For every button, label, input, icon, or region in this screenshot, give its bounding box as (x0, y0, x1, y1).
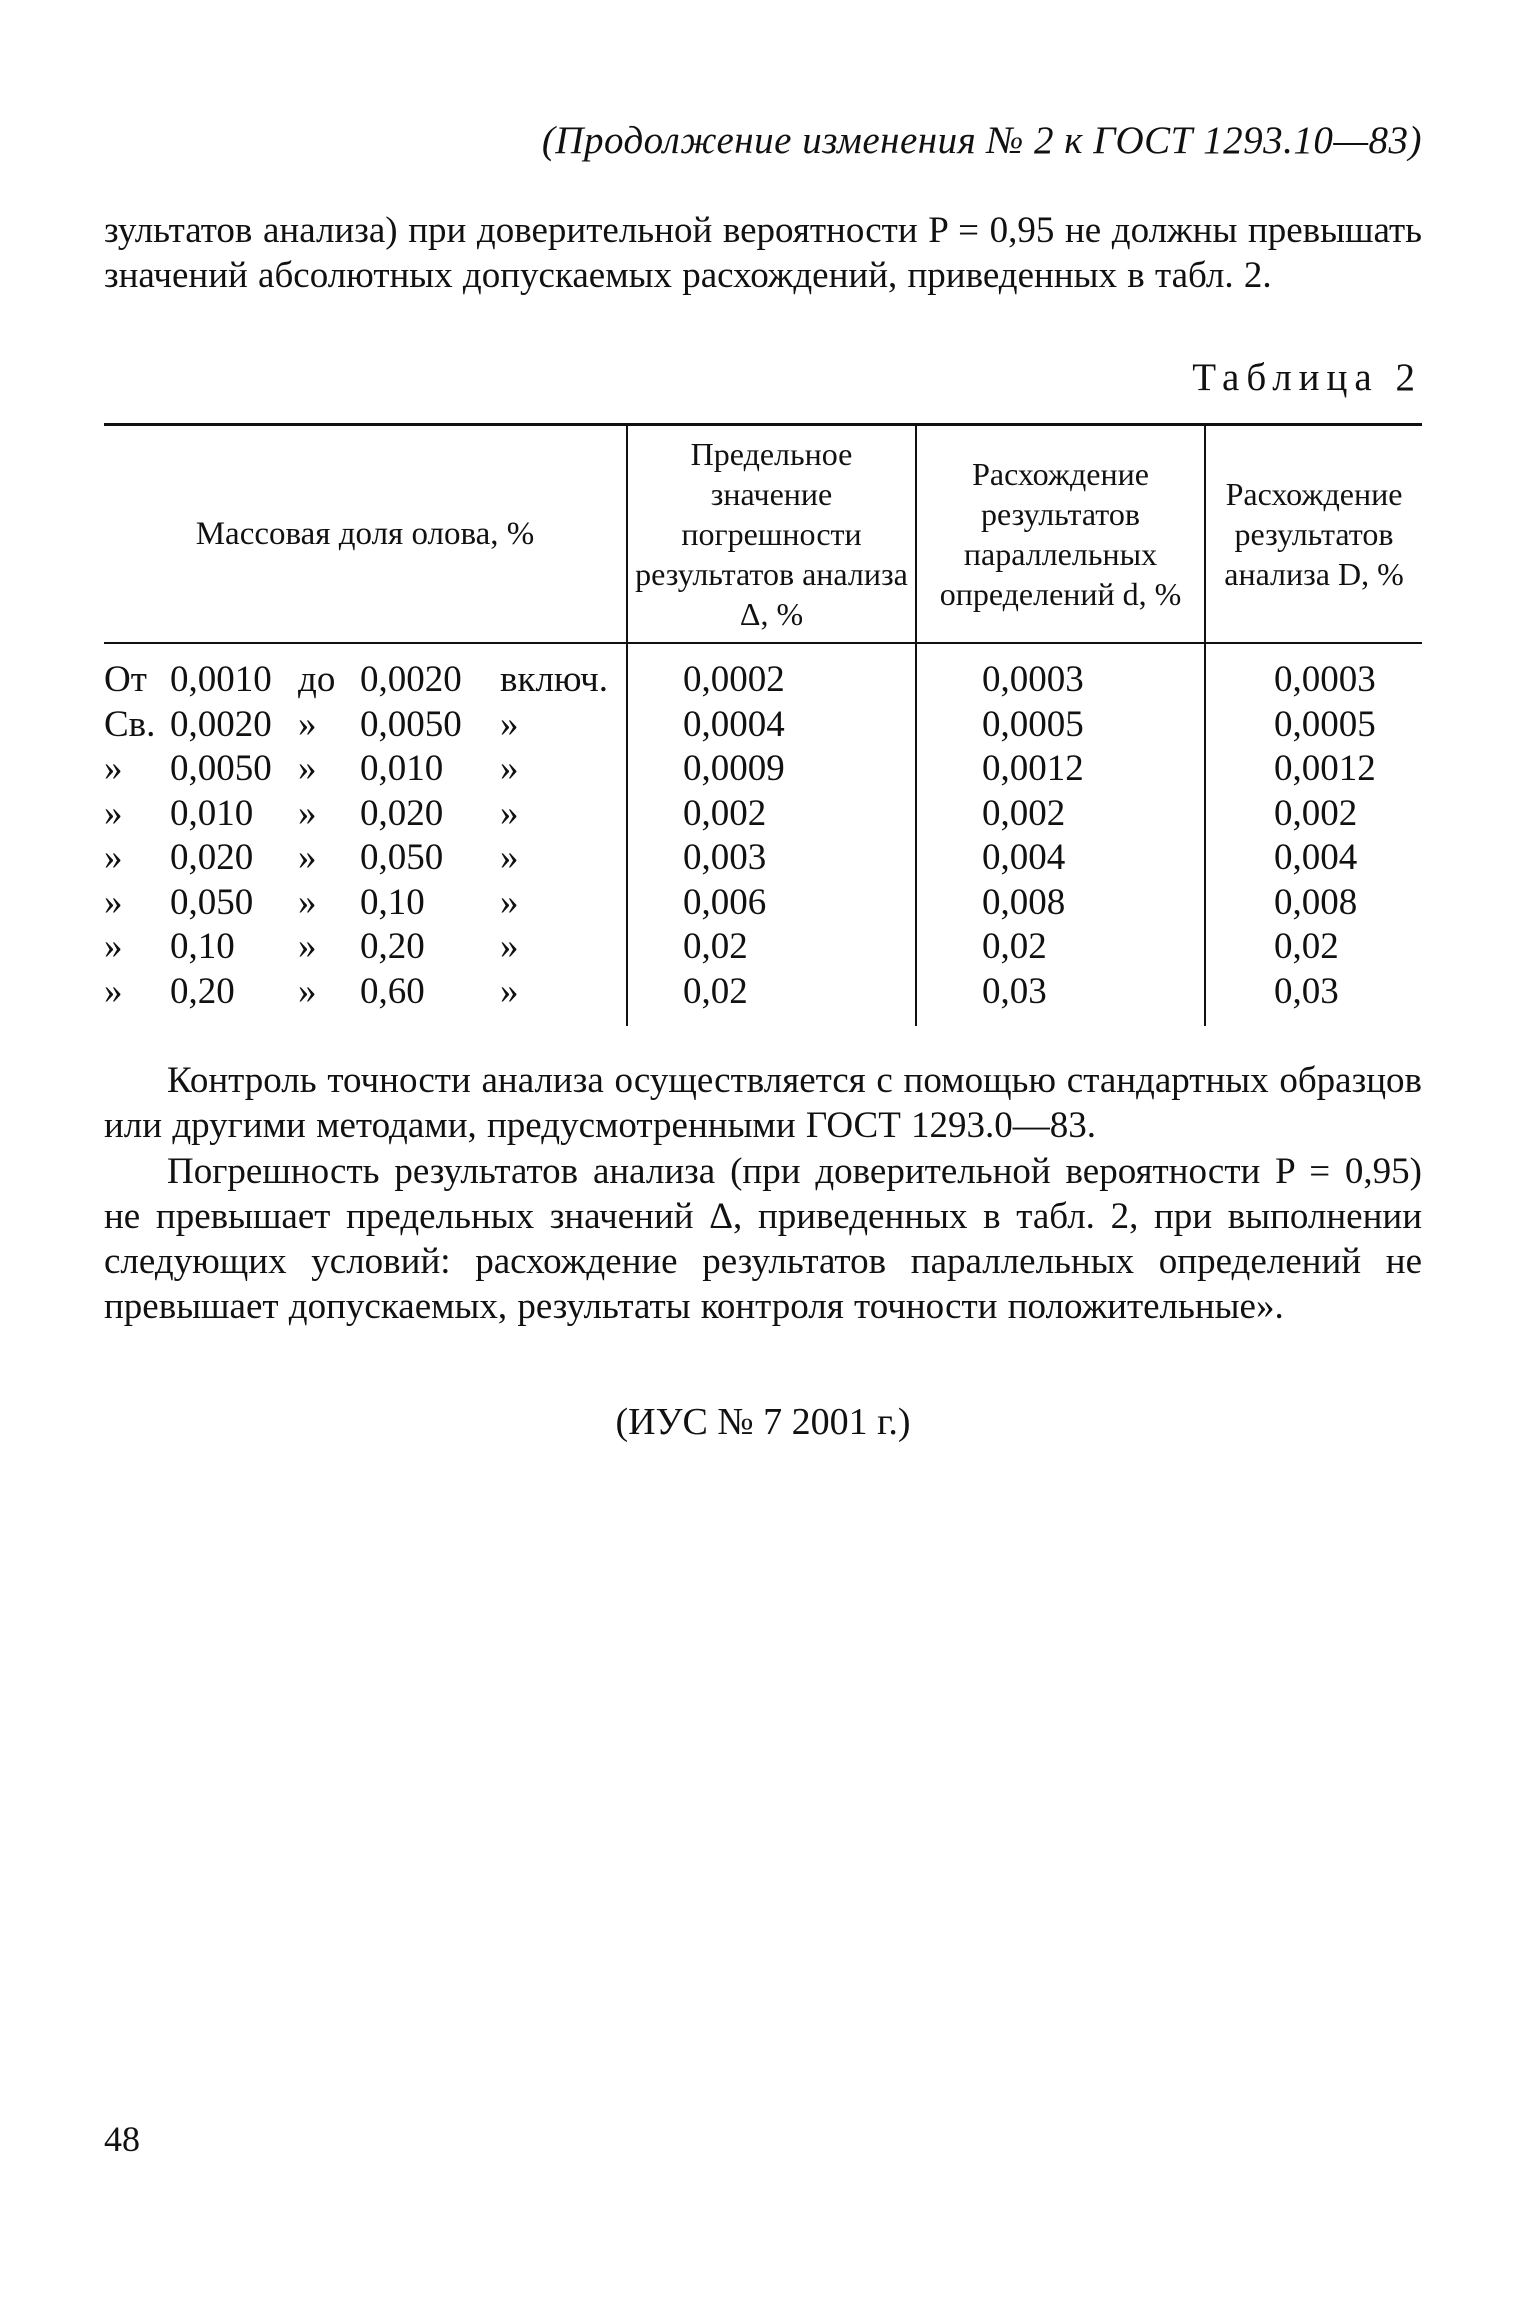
running-head: (Продолжение изменения № 2 к ГОСТ 1293.10—83) (541, 119, 1422, 162)
source-reference: (ИУС № 7 2001 г.) (615, 1401, 911, 1443)
range-from: 0,20 (170, 970, 235, 1012)
range-to: 0,020 (360, 792, 444, 834)
page-number: 48 (104, 2119, 140, 2159)
table-row (104, 747, 1422, 792)
range-wrap (104, 881, 626, 926)
cell-range (104, 881, 627, 926)
header-error-limit: Предельное значение погрешности результатов анализа Δ, % (627, 425, 916, 644)
cell-error-limit: 0,003 (627, 836, 916, 881)
range-prefix: » (104, 837, 123, 878)
range-wrap (104, 747, 626, 792)
cell-range (104, 643, 627, 703)
range-from: 0,050 (170, 881, 254, 923)
range-to: 0,050 (360, 837, 444, 878)
cell-analysis-discrepancy: 0,004 (1205, 836, 1422, 881)
table-row (104, 970, 1422, 1027)
header-analysis-discrepancy: Расхождение результатов анализа D, % (1205, 425, 1422, 644)
range-suffix: » (500, 792, 519, 834)
cell-range (104, 836, 627, 881)
table-container (104, 423, 1422, 1026)
range-prefix: » (104, 926, 123, 967)
range-suffix: » (500, 926, 519, 967)
cell-parallel-discrepancy: 0,03 (916, 970, 1205, 1027)
cell-analysis-discrepancy: 0,03 (1205, 970, 1422, 1027)
range-to: 0,0020 (360, 659, 462, 700)
range-mid: » (298, 837, 317, 878)
range-from: 0,0010 (170, 659, 272, 700)
table-header (104, 425, 1422, 644)
header-row (104, 425, 1422, 644)
cell-parallel-discrepancy: 0,0012 (916, 747, 1205, 792)
range-mid: » (298, 792, 317, 834)
cell-error-limit: 0,0002 (627, 643, 916, 703)
cell-error-limit: 0,0004 (627, 703, 916, 748)
cell-range (104, 925, 627, 970)
range-prefix: » (104, 792, 123, 834)
range-prefix: От (104, 659, 147, 700)
cell-analysis-discrepancy: 0,008 (1205, 881, 1422, 926)
range-from: 0,0050 (170, 748, 272, 789)
range-suffix: » (500, 970, 519, 1012)
range-wrap (104, 792, 626, 837)
range-to: 0,010 (360, 748, 444, 789)
range-to: 0,20 (360, 926, 425, 967)
range-suffix: » (500, 703, 519, 745)
range-wrap (104, 836, 626, 881)
cell-parallel-discrepancy: 0,002 (916, 792, 1205, 837)
range-mid: » (298, 748, 317, 789)
range-wrap (104, 970, 626, 1015)
cell-error-limit: 0,02 (627, 970, 916, 1027)
cell-analysis-discrepancy: 0,0003 (1205, 643, 1422, 703)
range-mid: » (298, 926, 317, 967)
table-row (104, 792, 1422, 837)
error-paragraph: Погрешность результатов анализа (при доверительной вероятности P = 0,95) не превышает предельных значений Δ, приведенных в табл. 2, при выполнении следующих условий: расхождение результатов параллельных определений не превышает допускаемых, результаты контроля точности положительные». (104, 1151, 1422, 1327)
cell-range (104, 747, 627, 792)
range-wrap (104, 925, 626, 970)
intro-paragraph: зультатов анализа) при доверительной вероятности P = 0,95 не должны превышать значений абсолютных допускаемых расхождений, приведенных в табл. 2. (104, 210, 1422, 296)
range-mid: » (298, 881, 317, 923)
cell-error-limit: 0,02 (627, 925, 916, 970)
range-mid: » (298, 703, 317, 745)
cell-parallel-discrepancy: 0,02 (916, 925, 1205, 970)
cell-error-limit: 0,0009 (627, 747, 916, 792)
cell-error-limit: 0,006 (627, 881, 916, 926)
cell-parallel-discrepancy: 0,008 (916, 881, 1205, 926)
cell-analysis-discrepancy: 0,0005 (1205, 703, 1422, 748)
range-suffix: » (500, 748, 519, 789)
table-body (104, 643, 1422, 1026)
cell-error-limit: 0,002 (627, 792, 916, 837)
range-suffix: » (500, 881, 519, 923)
range-wrap (104, 658, 626, 703)
range-from: 0,10 (170, 926, 235, 967)
range-from: 0,010 (170, 792, 254, 834)
range-prefix: » (104, 881, 123, 923)
range-prefix: » (104, 748, 123, 789)
header-tin-mass-fraction: Массовая доля олова, % (104, 425, 627, 644)
range-to: 0,0050 (360, 703, 462, 745)
control-paragraph: Контроль точности анализа осуществляется с помощью стандартных образцов или другими методами, предусмотренными ГОСТ 1293.0—83. (104, 1060, 1422, 1146)
table-row (104, 836, 1422, 881)
range-prefix: Св. (104, 703, 156, 745)
data-table (104, 423, 1422, 1026)
range-from: 0,020 (170, 837, 254, 878)
range-to: 0,10 (360, 881, 425, 923)
table-row (104, 925, 1422, 970)
range-mid: » (298, 970, 317, 1012)
cell-range (104, 703, 627, 748)
cell-analysis-discrepancy: 0,0012 (1205, 747, 1422, 792)
header-parallel-discrepancy: Расхождение результатов параллельных определений d, % (916, 425, 1205, 644)
cell-parallel-discrepancy: 0,0005 (916, 703, 1205, 748)
cell-analysis-discrepancy: 0,02 (1205, 925, 1422, 970)
range-mid: до (298, 659, 336, 700)
range-to: 0,60 (360, 970, 425, 1012)
cell-range (104, 792, 627, 837)
cell-range (104, 970, 627, 1027)
range-suffix: » (500, 837, 519, 878)
table-row (104, 881, 1422, 926)
table-row (104, 643, 1422, 703)
range-from: 0,0020 (170, 703, 272, 745)
cell-parallel-discrepancy: 0,0003 (916, 643, 1205, 703)
range-prefix: » (104, 970, 123, 1012)
range-wrap (104, 703, 626, 748)
table-label: Таблица 2 (1192, 356, 1422, 399)
cell-parallel-discrepancy: 0,004 (916, 836, 1205, 881)
range-suffix: включ. (500, 659, 609, 700)
cell-analysis-discrepancy: 0,002 (1205, 792, 1422, 837)
table-row (104, 703, 1422, 748)
